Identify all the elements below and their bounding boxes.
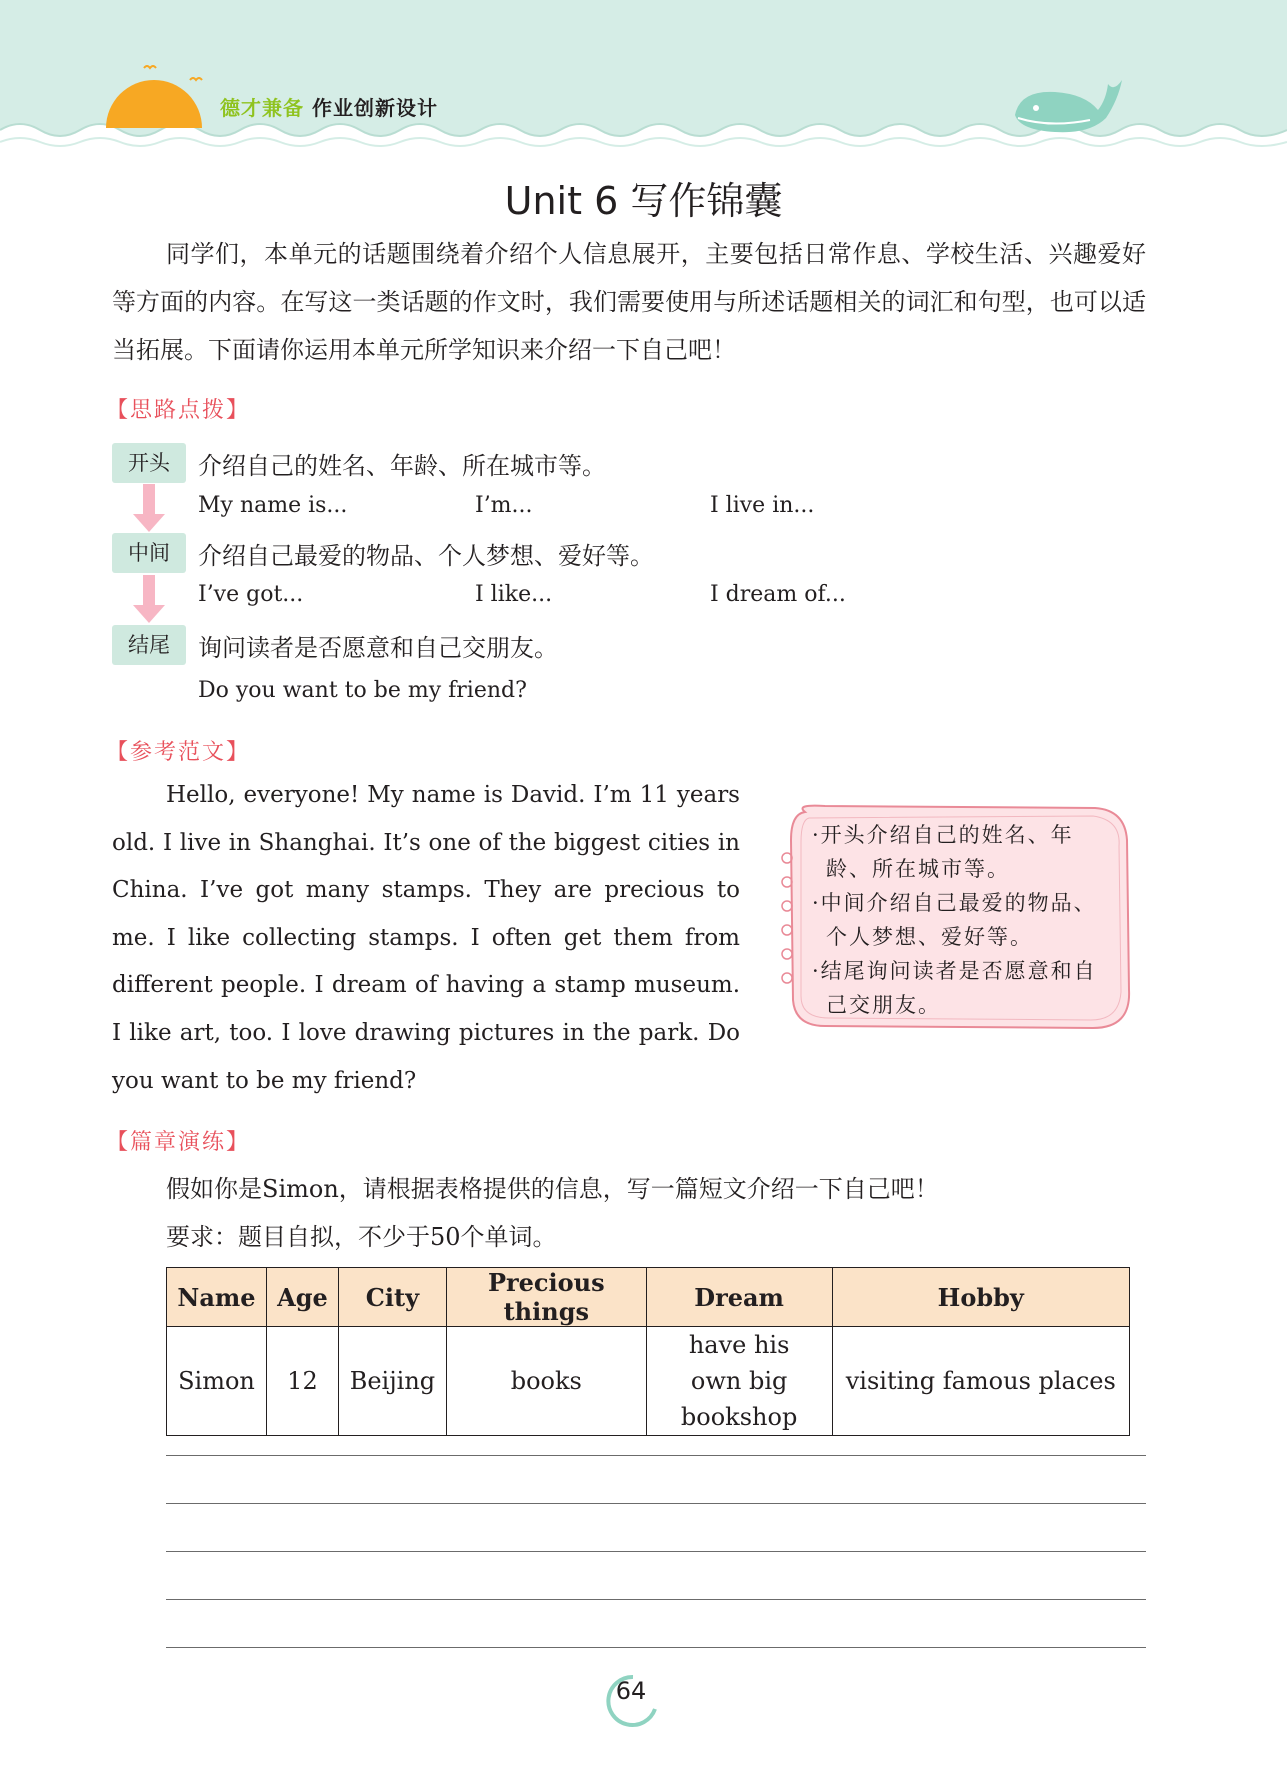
- phrase-i-live-in: I live in...: [710, 493, 815, 518]
- phrase-my-name: My name is...: [198, 493, 348, 518]
- table-cell-precious: books: [446, 1327, 646, 1436]
- practice-instruction: 假如你是Simon，请根据表格提供的信息，写一篇短文介绍一下自己吧！: [166, 1175, 939, 1203]
- phrase-i-dream-of: I dream of...: [710, 582, 846, 607]
- tip-note-text: [808, 818, 1113, 1022]
- table-header-cell: Precious things: [446, 1268, 646, 1327]
- table-row: [167, 1327, 1130, 1436]
- table-cell-dream: have his own big bookshop: [646, 1327, 832, 1436]
- writing-line[interactable]: [166, 1599, 1146, 1600]
- section-heading-practice: 【篇章演练】: [106, 1130, 251, 1155]
- section-heading-ideas: 【思路点拨】: [106, 398, 251, 423]
- writing-line[interactable]: [166, 1503, 1146, 1504]
- section-heading-sample: 【参考范文】: [106, 740, 251, 765]
- arrow-down-icon: [129, 575, 169, 623]
- table-cell-age: 12: [266, 1327, 338, 1436]
- practice-instructions: [166, 1165, 939, 1261]
- writing-line[interactable]: [166, 1647, 1146, 1648]
- phrase-friend-question: Do you want to be my friend?: [198, 678, 527, 703]
- brand-title: [220, 92, 438, 121]
- tip-item-end: ·结尾询问读者是否愿意和自己交朋友。: [812, 959, 1097, 1017]
- table-header-cell: Dream: [646, 1268, 832, 1327]
- info-table: [166, 1267, 1130, 1436]
- step-text-middle: 介绍自己最爱的物品、个人梦想、爱好等。: [198, 542, 654, 570]
- table-cell-name: Simon: [167, 1327, 267, 1436]
- table-header-cell: Hobby: [832, 1268, 1129, 1327]
- practice-requirement: 要求：题目自拟，不少于50个单词。: [166, 1223, 557, 1251]
- intro-paragraph: 同学们，本单元的话题围绕着介绍个人信息展开，主要包括日常作息、学校生活、兴趣爱好等方面的内容。在写这一类话题的作文时，我们需要使用与所述话题相关的词汇和句型，也可以适当拓展。下面请你运用本单元所学知识来介绍一下自己吧！: [112, 240, 1146, 364]
- table-header-row: [167, 1268, 1130, 1327]
- table-header-cell: Name: [167, 1268, 267, 1327]
- page-number: 64: [615, 1677, 647, 1705]
- brand-part1: 德才兼备: [220, 96, 304, 120]
- table-header-cell: City: [338, 1268, 446, 1327]
- table-cell-city: Beijing: [338, 1327, 446, 1436]
- step-text-end: 询问读者是否愿意和自己交朋友。: [198, 634, 558, 662]
- brand-part2: 作业创新设计: [311, 96, 438, 120]
- step-text-start: 介绍自己的姓名、年龄、所在城市等。: [198, 452, 606, 480]
- phrase-i-like: I like...: [475, 582, 553, 607]
- sample-essay-text: Hello, everyone! My name is David. I’m 11 years old. I live in Shanghai. It’s one of the biggest cities in China. I’ve got many stamps. They are precious to me. I like collecting stamps. I often get them from different people. I dream of having a stamp museum. I like art, too. I love drawing pictures in the park. Do you want to be my friend?: [112, 782, 740, 1094]
- arrow-down-icon: [129, 484, 169, 532]
- step-tag-middle: 中间: [112, 533, 186, 573]
- page-title: Unit 6 写作锦囊: [504, 179, 783, 223]
- sun-icon: [104, 60, 204, 130]
- step-tag-start: 开头: [112, 443, 186, 483]
- tip-item-start: ·开头介绍自己的姓名、年龄、所在城市等。: [812, 823, 1074, 881]
- phrase-im: I’m...: [475, 493, 533, 518]
- sample-essay: [112, 772, 740, 1105]
- tip-item-middle: ·中间介绍自己最爱的物品、个人梦想、爱好等。: [812, 891, 1097, 949]
- writing-line[interactable]: [166, 1551, 1146, 1552]
- table-cell-hobby: visiting famous places: [832, 1327, 1129, 1436]
- phrase-ive-got: I’ve got...: [198, 582, 304, 607]
- table-header-cell: Age: [266, 1268, 338, 1327]
- step-tag-end: 结尾: [112, 625, 186, 665]
- whale-icon: [1010, 70, 1130, 140]
- writing-line[interactable]: [166, 1455, 1146, 1456]
